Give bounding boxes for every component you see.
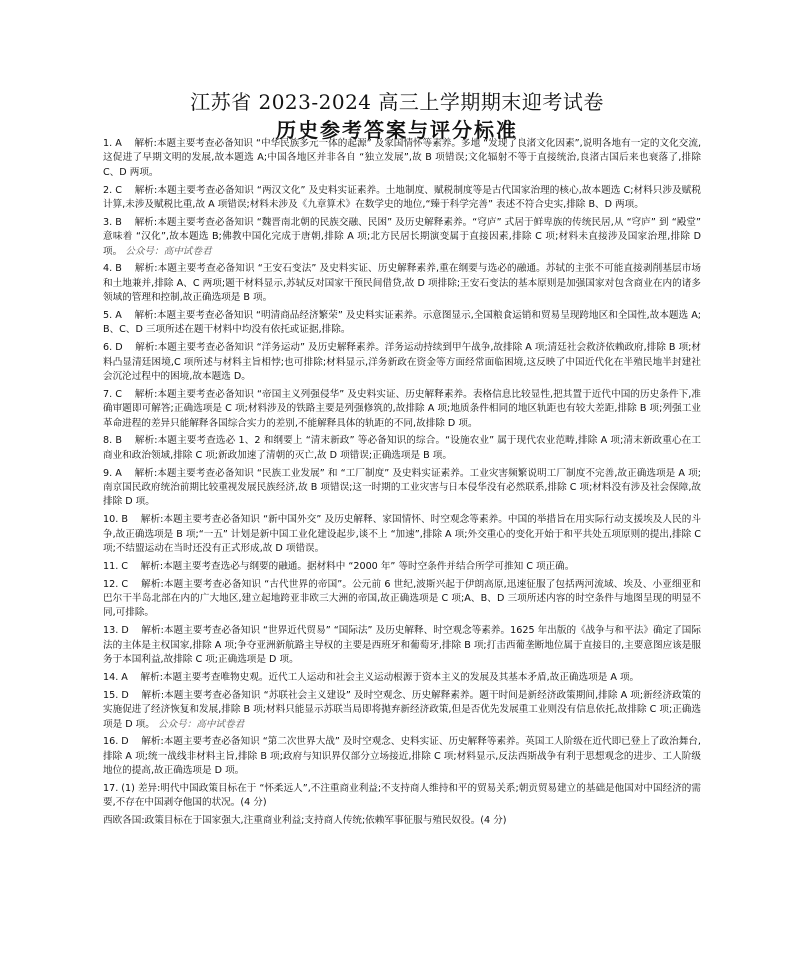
answer-text: 11. C 解析:本题主要考查选必与纲要的融通。据材料中 “2000 年” 等时空条件并结合所学可推知 C 项正确。: [103, 560, 575, 572]
answer-text: 17. (1) 差异:明代中国政策目标在于 “怀柔远人”,不注重商业利益;不支持商人维持和平的贸易关系;朝贡贸易建立的基础是他国对中国经济的需要,不存在中国剥夺他国的状况。(4 分): [103, 782, 701, 809]
answer-list: [103, 137, 701, 832]
answer-text: 10. B 解析:本题主要考查必备知识 “新中国外交” 及历史解释、家国情怀、时空观念等素养。中国的举措旨在用实际行动支援埃及人民的斗争,故正确选项是 B 项;“一五” 计划是新中国工业化建设起步,谈不上 “加速”,排除 A 项;外交重心的变化开始于和平共处五项原则的提出,排除 C 项;不结盟运动在当时还没有正式形成,故 D 项错误。: [103, 514, 701, 555]
answer-text: 12. C 解析:本题主要考查必备知识 “古代世界的帝国”。公元前 6 世纪,波斯兴起于伊朗高原,迅速征服了包括两河流域、埃及、小亚细亚和巴尔干半岛北部在内的广大地区,建立起地跨亚非欧三大洲的帝国,故正确选项是 C 项;A、B、D 三项所述内容的时空条件与地图呈现的明显不同,可排除。: [103, 578, 701, 619]
answer-item: [103, 735, 701, 778]
answer-text: 14. A 解析:本题主要考查唯物史观。近代工人运动和社会主义运动根源于资本主义的发展及其基本矛盾,故正确选项是 A 项。: [103, 671, 640, 683]
answer-item: [103, 560, 701, 574]
watermark-text: 公众号：高中试卷君: [157, 718, 245, 730]
answer-item: [103, 782, 701, 811]
answer-text: 4. B 解析:本题主要考查必备知识 “王安石变法” 及史料实证、历史解释素养,重在纲要与选必的融通。苏轼的主张不可能直接剥削基层市场和土地兼并,排除 A、C 两项;题干材料显示,苏轼反对国家干预民间借贷,故 D 项排除;王安石变法的基本原则是加强国家对包含商业在内的诸多领域的管理和控制,故正确选项是 B 项。: [103, 263, 701, 304]
answer-item: [103, 216, 701, 259]
answer-item: [103, 624, 701, 667]
document-title: 江苏省 2023-2024 高三上学期期末迎考试卷: [190, 90, 604, 114]
answer-item: [103, 467, 701, 510]
answer-text: 8. B 解析:本题主要考查选必 1、2 和纲要上 “清末新政” 等必备知识的综合。“设施农业” 属于现代农业范畴,排除 A 项;清末新政重心在工商业和政治领域,排除 C 项;新政加速了清朝的灭亡,故 D 项错误;正确选项是 B 项。: [103, 435, 701, 461]
answer-text: 16. D 解析:本题主要考查必备知识 “第二次世界大战” 及时空观念、史料实证、历史解释等素养。英国工人阶级在近代即已登上了政治舞台,排除 A 项;统一战线非材料主旨,排除 B 项;政府与知识界仅部分立场接近,排除 C 项;材料显示,反法西斯战争有利于思想观念的进步、工人阶级地位的提高,故正确选项是 D 项。: [103, 736, 701, 777]
answer-item: [103, 434, 701, 463]
answer-text: 2. C 解析:本题主要考查必备知识 “两汉文化” 及史料实证素养。土地制度、赋税制度等是古代国家治理的核心,故本题选 C;材料只涉及赋税计算,未涉及赋税比重,故 A 项错误;材料未涉及《九章算术》在数学史的地位,“臻于科学完善” 表述不符合史实,排除 B、D 两项。: [103, 184, 701, 211]
answer-text: 7. C 解析:本题主要考查必备知识 “帝国主义列强侵华” 及史料实证、历史解释素养。表格信息比较显性,把其置于近代中国的历史条件下,准确审题即可解答;正确选项是 C 项;材料涉及的铁路主要是列强修筑的,故排除 A 项;地质条件相同的地区轨距也有较大差距,排除 B 项;列强工业革命进程的差异只能解释各国综合实力的差别,不能解释具体的轨距的不同,故排除 D 项。: [103, 388, 701, 429]
answer-item: [103, 671, 701, 685]
answer-item: [103, 689, 701, 732]
answer-text: 9. A 解析:本题主要考查必备知识 “民族工业发展” 和 “工厂制度” 及史料实证素养。工业灾害频繁说明工厂制度不完善,故正确选项是 A 项;南京国民政府统治前期比较重视发展民族经济,故 B 项错误;这一时期的工业灾害与日本侵华没有必然联系,排除 C 项;材料没有涉及社会保障,故排除 D 项。: [103, 467, 701, 508]
answer-item: [103, 388, 701, 431]
answer-text: 5. A 解析:本题主要考查必备知识 “明清商品经济繁荣” 及史料实证素养。示意图显示,全国粮食运销和贸易呈现跨地区和全国性,故本题选 A;B、C、D 三项所述在题干材料中均没有依托或证据,排除。: [103, 310, 701, 336]
answer-text: 西欧各国:政策目标在于国家强大,注重商业利益;支持商人传统;依赖军事征服与殖民奴役。(4 分): [103, 815, 507, 827]
answer-text: 3. B 解析:本题主要考查必备知识 “魏晋南北朝的民族交融、民困” 及历史解释素养。“穹庐” 式居于鲜卑族的传统民居,从 “穹庐” 到 “殿堂” 意味着 “汉化”,故本题选 B;佛教中国化完成于唐朝,排除 A 项;北方民居长期演变属于直接因素,排除 C 项;材料未直接涉及国家治理,排除 D 项。: [103, 216, 701, 257]
answer-item: [103, 814, 701, 828]
answer-item: [103, 184, 701, 213]
answer-text: 6. D 解析:本题主要考查必备知识 “洋务运动” 及历史解释素养。洋务运动持续到甲午战争,故排除 A 项;清廷社会救济依赖政府,排除 B 项;材料凸显清廷困境,C 项所述与材料主旨相悖;也可排除;材料显示,洋务新政在资金等方面经常面临困境,这反映了中国近代化在半殖民地半封建社会沉沦过程中的困境,故本题选 D。: [103, 342, 701, 383]
answer-text: 1. A 解析:本题主要考查必备知识 “中华民族多元一体的起源” 及家国情怀等素养。多地 “发现了良渚文化因素”,说明各地有一定的文化交流,这促进了早期文明的发展,故本题选 A;中国各地区并非各自 “独立发展”,故 B 项错误;文化辐射不等于直接统治,良渚古国后来也衰落了,排除 C、D 两项。: [103, 138, 701, 178]
answer-item: [103, 262, 701, 305]
answer-text: 13. D 解析:本题主要考查必备知识 “世界近代贸易” “国际法” 及历史解释、时空观念等素养。1625 年出版的《战争与和平法》确定了国际法的主体是主权国家,排除 A 项;争夺亚洲新航路主导权的主要是西班牙和葡萄牙,排除 B 项;打击西葡垄断地位属于直接目的,主要意图应该是服务于本国利益,故排除 C 项;正确选项是 D 项。: [103, 625, 701, 666]
watermark-text: 公众号：高中试卷君: [125, 245, 212, 257]
answer-item: [103, 513, 701, 556]
answer-item: [103, 309, 701, 338]
answer-item: [103, 341, 701, 384]
answer-item: [103, 137, 701, 180]
answer-text: 15. D 解析:本题主要考查必备知识 “苏联社会主义建设” 及时空观念、历史解释素养。题干时间是新经济政策期间,排除 A 项;新经济政策的实施促进了经济恢复和发展,排除 B 项;材料只能显示苏联当局即将抛弃新经济政策,但是否优先发展重工业则没有信息依托,故排除 C 项;正确选项是 D 项。: [103, 689, 701, 730]
document-subtitle: 历史参考答案与评分标准: [276, 118, 518, 142]
answer-item: [103, 578, 701, 621]
